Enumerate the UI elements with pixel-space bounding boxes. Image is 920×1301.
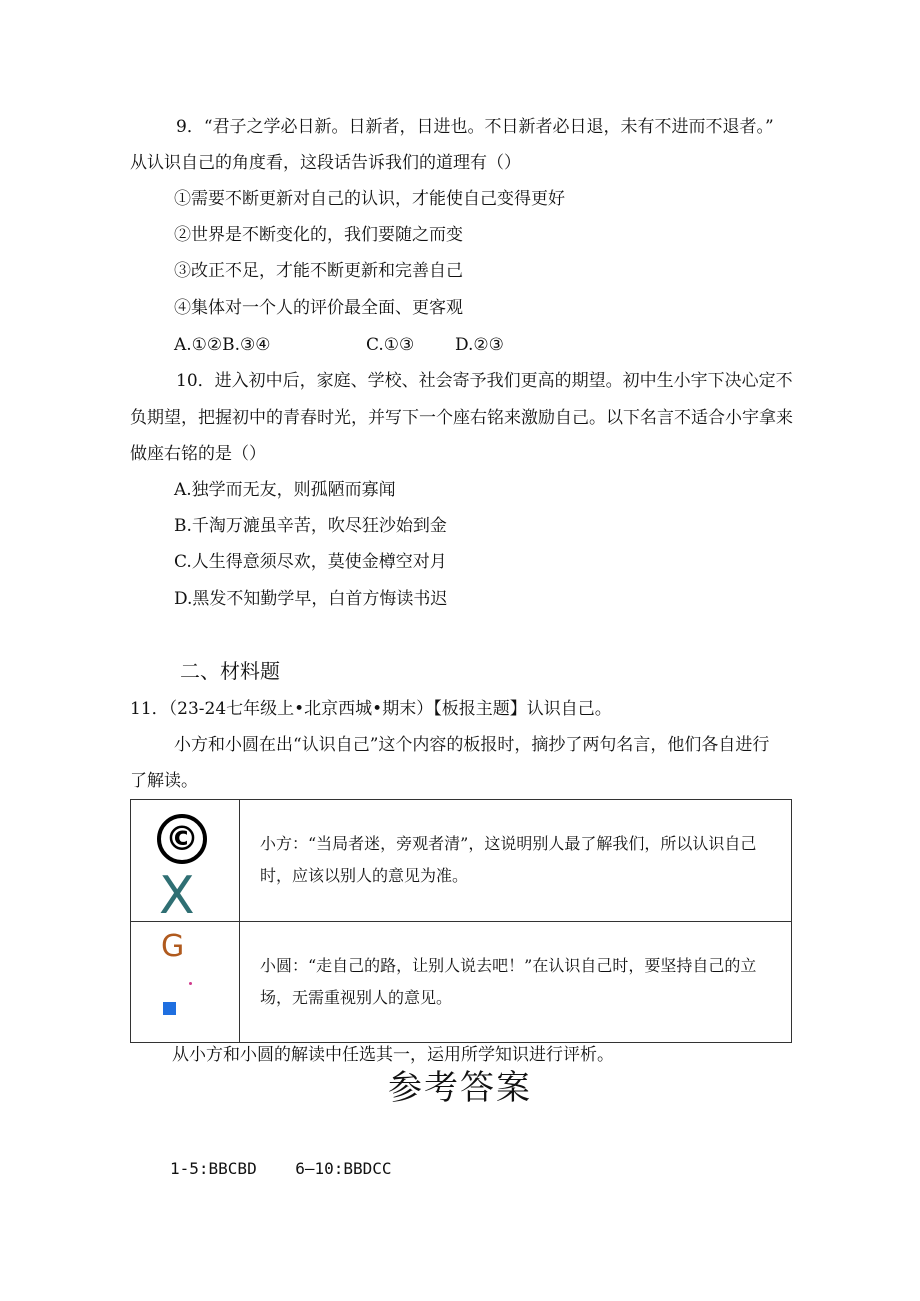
q10-stem-line2: 负期望，把握初中的青春时光，并写下一个座右铭来激励自己。以下名言不适合小宇拿来	[130, 408, 793, 428]
answer-key-part1: 1-5:BBCBD	[170, 1159, 257, 1178]
q10-option-a: A.独学而无友，则孤陋而寡闻	[174, 480, 396, 500]
q10-option-d: D.黑发不知勤学早，白首方悔读书迟	[174, 589, 448, 609]
q9-option-c: C.①③	[366, 335, 415, 355]
q11-prompt: 从小方和小圆的解读中任选其一，运用所学知识进行评析。	[172, 1045, 614, 1065]
answer-title: 参考答案	[388, 1068, 532, 1108]
icon-cell	[131, 921, 240, 1043]
answer-key	[170, 1158, 392, 1180]
board-table	[130, 799, 792, 1043]
q10-stem-line3: 做座右铭的是（）	[130, 444, 266, 464]
q9-stem-line2: 从认识自己的角度看，这段话告诉我们的道理有（）	[130, 153, 521, 173]
q9-option-ab: A.①②B.③④	[174, 335, 271, 355]
g-icon: G	[161, 928, 185, 964]
q9-statement-1: ①需要不断更新对自己的认识，才能使自己变得更好	[174, 189, 565, 209]
q10-option-c: C.人生得意须尽欢，莫使金樽空对月	[174, 552, 447, 572]
copyright-icon: ©	[157, 814, 207, 864]
x-icon: X	[159, 866, 195, 926]
table-row	[131, 921, 792, 1043]
q9-statement-4: ④集体对一个人的评价最全面、更客观	[174, 298, 463, 318]
answer-key-part2: 6—10:BBDCC	[295, 1159, 392, 1178]
q10-option-b: B.千淘万漉虽辛苦，吹尽狂沙始到金	[174, 516, 447, 536]
icon-cell	[131, 800, 240, 926]
section-title: 二、材料题	[180, 659, 280, 683]
q9-statement-3: ③改正不足，才能不断更新和完善自己	[174, 261, 463, 281]
xiaoyuan-interpretation: 小圆：“走自己的路，让别人说去吧！”在认识自己时，要坚持自己的立场，无需重视别人的意见。	[240, 921, 792, 1043]
dot-icon	[189, 982, 192, 985]
q11-header: 11．（23-24七年级上•北京西城•期末）【板报主题】认识自己。	[130, 699, 612, 719]
q9-stem-line1: 9．“君子之学必日新。日新者，日进也。不日新者必日退，未有不进而不退者。”	[176, 117, 774, 137]
table-row	[131, 800, 792, 922]
q9-statement-2: ②世界是不断变化的，我们要随之而变	[174, 225, 463, 245]
square-icon	[163, 1002, 176, 1015]
xiaofang-interpretation: 小方：“当局者迷，旁观者清”，这说明别人最了解我们，所以认识自己时，应该以别人的意见为准。	[240, 800, 792, 922]
q10-stem-line1: 10．进入初中后，家庭、学校、社会寄予我们更高的期望。初中生小宇下决心定不	[176, 371, 793, 391]
q11-intro-line2: 了解读。	[130, 771, 198, 791]
q9-option-d: D.②③	[455, 335, 504, 355]
q11-intro-line1: 小方和小圆在出“认识自己”这个内容的板报时，摘抄了两句名言，他们各自进行	[174, 735, 770, 755]
